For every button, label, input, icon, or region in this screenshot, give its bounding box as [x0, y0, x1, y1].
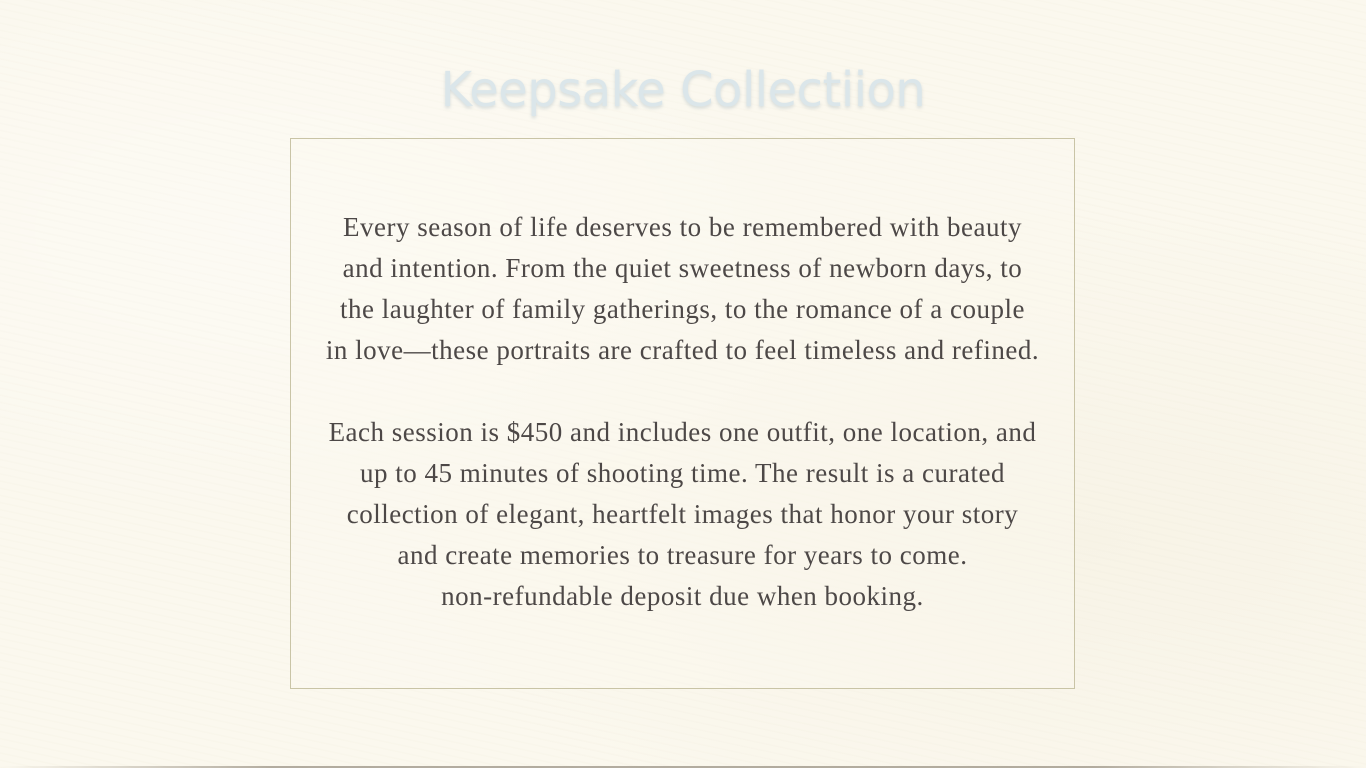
pricing-line: collection of elegant, heartfelt images that honor your story — [346, 499, 1019, 529]
page-title: Keepsake Collectiion — [440, 62, 926, 118]
pricing-line: up to 45 minutes of shooting time. The result is a curated — [360, 458, 1005, 488]
intro-line: in love—these portraits are crafted to feel timeless and refined. — [325, 335, 1040, 365]
pricing-line: Each session is $450 and includes one outfit, one location, and — [328, 417, 1037, 447]
card-body — [291, 207, 1074, 617]
description-card — [290, 138, 1075, 689]
pricing-paragraph — [291, 412, 1074, 576]
intro-line: and intention. From the quiet sweetness of newborn days, to — [342, 253, 1023, 283]
intro-paragraph — [291, 207, 1074, 371]
paragraph-spacer — [291, 371, 1074, 412]
intro-line: the laughter of family gatherings, to the romance of a couple — [339, 294, 1025, 324]
intro-line: Every season of life deserves to be remembered with beauty — [342, 212, 1022, 242]
deposit-note: non-refundable deposit due when booking. — [441, 581, 924, 611]
pricing-line: and create memories to treasure for years to come. — [397, 540, 968, 570]
